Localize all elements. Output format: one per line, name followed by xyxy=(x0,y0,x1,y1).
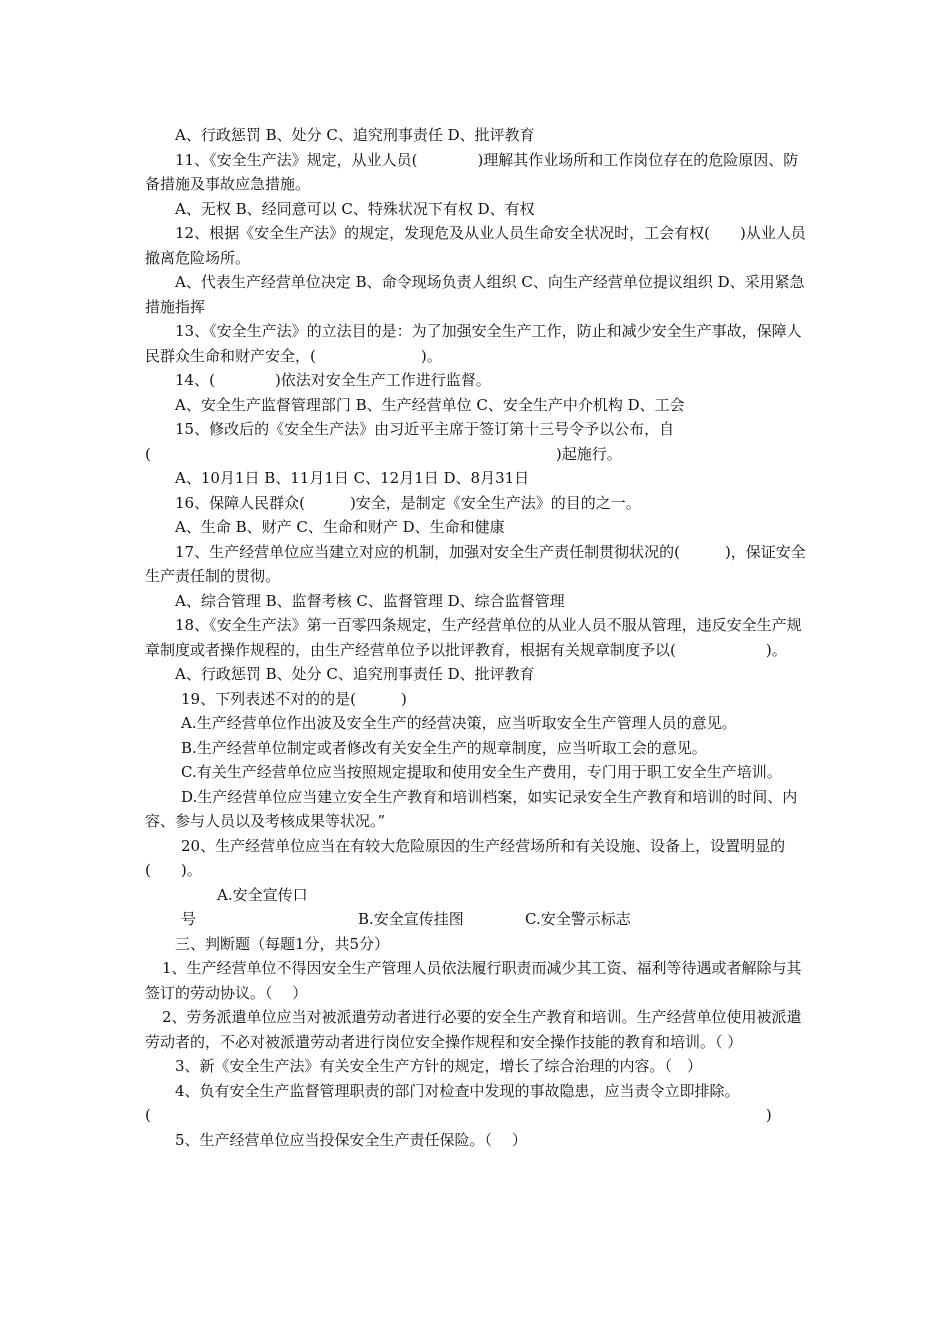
tf-question-2: 2、劳务派遣单位应当对被派遣劳动者进行必要的安全生产教育和培训。生产经营单位使用被派遣劳动者的，不必对被派遣劳动者进行岗位安全操作规程和安全操作技能的教育和培训。（ ） xyxy=(145,1008,802,1051)
tf-question-1: 1、生产经营单位不得因安全生产管理人员依法履行职责而减少其工资、福利等待遇或者解除与其签订的劳动协议。（ ） xyxy=(145,959,802,1002)
question-16: 16、保障人民群众( )安全，是制定《安全生产法》的目的之一。 xyxy=(175,493,641,512)
question-18: 18、《安全生产法》第一百零四条规定，生产经营单位的从业人员不服从管理，违反安全生产规章制度或者操作规程的，由生产经营单位予以批评教育，根据有关规章制度予以( )。 xyxy=(145,616,802,659)
document-body xyxy=(145,123,813,1152)
option-19-c: C.有关生产经营单位应当按照规定提取和使用安全生产费用，专门用于职工安全生产培训。 xyxy=(181,763,782,781)
tf-question-4: 4、负有安全生产监督管理职责的部门对检查中发现的事故隐患，应当责令立即排除。( ) xyxy=(145,1081,772,1124)
question-12: 12、根据《安全生产法》的规定，发现危及从业人员生命安全状况时，工会有权( )从业人员撤离危险场所。 xyxy=(145,224,806,267)
option-19-a: A.生产经营单位作出波及安全生产的经营决策，应当听取安全生产管理人员的意见。 xyxy=(181,714,737,732)
option-line-q15: A、10月1日 B、11月1日 C、12月1日 D、8月31日 xyxy=(175,469,530,487)
question-13: 13、《安全生产法》的立法目的是：为了加强安全生产工作，防止和减少安全生产事故，保障人民群众生命和财产安全，( )。 xyxy=(145,322,802,365)
option-line-q20 xyxy=(145,883,813,932)
question-17: 17、生产经营单位应当建立对应的机制，加强对安全生产责任制贯彻状况的( )，保证安全生产责任制的贯彻。 xyxy=(145,542,806,585)
question-19: 19、下列表述不对的的是( ) xyxy=(181,689,407,708)
question-11: 11、《安全生产法》规定，从业人员( )理解其作业场所和工作岗位存在的危险原因、防备措施及事故应急措施。 xyxy=(145,150,799,193)
tf-question-3: 3、新《安全生产法》有关安全生产方针的规定，增长了综合治理的内容。（ ） xyxy=(175,1057,703,1075)
option-line-q14: A、安全生产监督管理部门 B、生产经营单位 C、安全生产中介机构 D、工会 xyxy=(175,395,685,414)
question-20: 20、生产经营单位应当在有较大危险原因的生产经营场所和有关设施、设备上，设置明显的( )。 xyxy=(145,836,786,879)
option-line-q16: A、生命 B、财产 C、生命和财产 D、生命和健康 xyxy=(175,518,505,536)
option-20-b: B.安全宣传挂图 xyxy=(358,910,464,928)
option-19-b: B.生产经营单位制定或者修改有关安全生产的规章制度，应当听取工会的意见。 xyxy=(181,738,707,757)
option-line-q12: A、代表生产经营单位决定 B、命令现场负责人组织 C、向生产经营单位提议组织 D、采用紧急措施指挥 xyxy=(145,273,805,316)
question-14: 14、( )依法对安全生产工作进行监督。 xyxy=(175,371,491,389)
option-20-c: C.安全警示标志 xyxy=(525,910,631,928)
option-line-q17: A、综合管理 B、监督考核 C、监督管理 D、综合监督管理 xyxy=(175,591,565,610)
option-19-d: D.生产经营单位应当建立安全生产教育和培训档案，如实记录安全生产教育和培训的时间、内容、参与人员以及考核成果等状况。” xyxy=(145,787,798,830)
option-20-a: A.安全宣传口号 xyxy=(181,885,308,928)
option-line-q18: A、行政惩罚 B、处分 C、追究刑事责任 D、批评教育 xyxy=(175,665,535,683)
option-line-q11: A、无权 B、经同意可以 C、特殊状况下有权 D、有权 xyxy=(175,199,535,218)
question-15: 15、修改后的《安全生产法》由习近平主席于签订第十三号令予以公布，自( )起施行。 xyxy=(145,420,675,463)
option-line-q10: A、行政惩罚 B、处分 C、追究刑事责任 D、批评教育 xyxy=(175,126,535,144)
section-heading-true-false: 三、判断题（每题1分，共5分） xyxy=(175,934,390,953)
tf-question-5: 5、生产经营单位应当投保安全生产责任保险。（ ） xyxy=(175,1130,527,1149)
